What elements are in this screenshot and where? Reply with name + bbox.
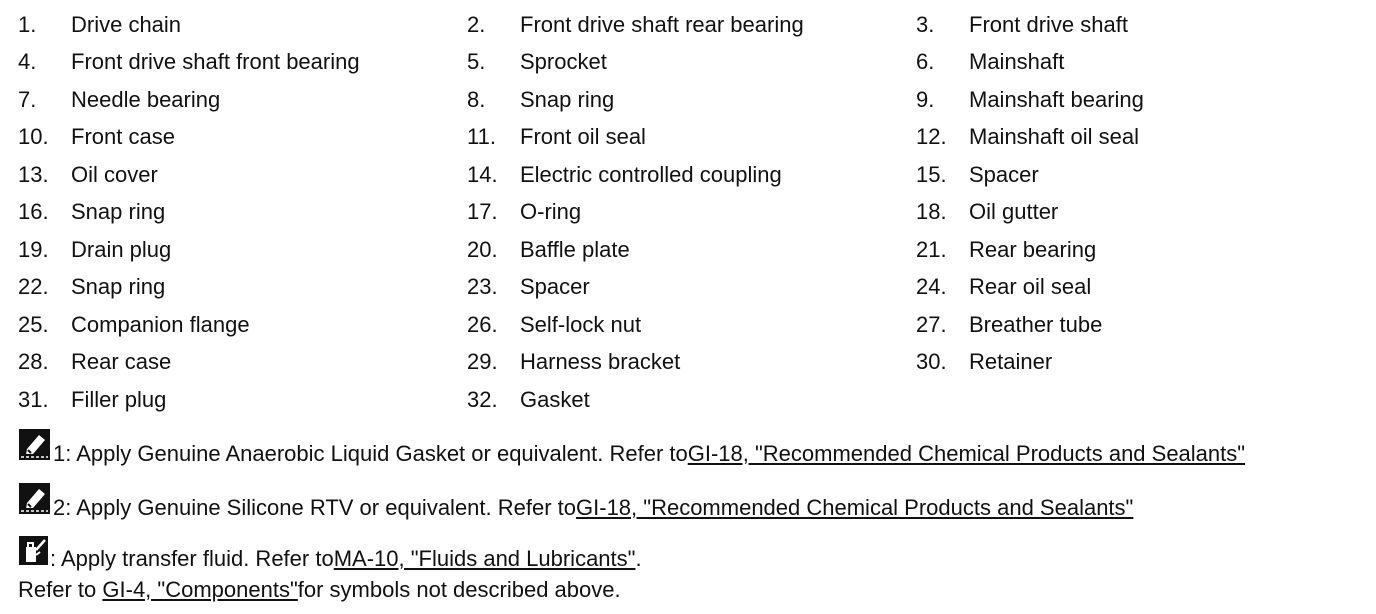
part-number: 31. (18, 386, 49, 412)
part-number: 26. (467, 311, 498, 337)
part-item (18, 269, 467, 307)
note-4-prefix: Refer to (18, 577, 97, 602)
part-name: Front drive shaft (969, 11, 1128, 37)
part-name: Baffle plate (520, 236, 630, 262)
part-number: 12. (916, 124, 947, 150)
part-name: Oil cover (71, 161, 158, 187)
liquid-gasket-icon (18, 482, 52, 521)
part-name: Oil gutter (969, 199, 1059, 225)
part-number: 27. (916, 311, 947, 337)
liquid-gasket-icon (18, 428, 52, 467)
part-item (18, 119, 467, 157)
part-item (18, 194, 467, 232)
part-item (467, 381, 916, 419)
part-number: 2. (467, 11, 486, 37)
part-name: Harness bracket (520, 349, 681, 375)
part-name: Snap ring (71, 274, 166, 300)
part-item (916, 156, 1356, 194)
part-item (916, 119, 1356, 157)
part-name: Front oil seal (520, 124, 646, 150)
part-name: Filler plug (71, 386, 167, 412)
oil-can-icon (18, 535, 49, 572)
note-symbols-reference (18, 577, 621, 603)
note-1-text: 1: Apply Genuine Anaerobic Liquid Gasket or equivalent. Refer to (53, 441, 688, 466)
part-item (467, 119, 916, 157)
part-name: Drive chain (71, 11, 182, 37)
part-name: Retainer (969, 349, 1053, 375)
note-liquid-gasket-2 (18, 482, 1133, 521)
part-number: 6. (916, 49, 935, 75)
part-item (916, 231, 1356, 269)
part-number: 30. (916, 349, 947, 375)
part-number: 19. (18, 236, 49, 262)
note-1-reference-link[interactable]: GI-18, "Recommended Chemical Products and Sealants" (687, 441, 1246, 466)
part-item (18, 306, 467, 344)
part-item (467, 306, 916, 344)
part-number: 22. (18, 274, 49, 300)
note-3-text: : Apply transfer fluid. Refer to (50, 546, 334, 571)
part-item (18, 381, 467, 419)
part-number: 18. (916, 199, 947, 225)
part-name: Front case (71, 124, 175, 150)
part-item (467, 156, 916, 194)
note-3-period: . (635, 546, 642, 571)
part-name: Needle bearing (71, 86, 221, 112)
part-number: 5. (467, 49, 486, 75)
part-name: Electric controlled coupling (520, 161, 782, 187)
part-name: Companion flange (71, 311, 250, 337)
part-item (916, 344, 1356, 382)
part-number: 9. (916, 86, 935, 112)
part-name: Self-lock nut (520, 311, 642, 337)
part-item (18, 231, 467, 269)
part-name: Rear case (71, 349, 172, 375)
part-number: 25. (18, 311, 49, 337)
part-item (916, 269, 1356, 307)
part-item (916, 194, 1356, 232)
part-name: Front drive shaft front bearing (71, 49, 360, 75)
part-item (18, 344, 467, 382)
note-2-reference-link[interactable]: GI-18, "Recommended Chemical Products and Sealants" (576, 495, 1134, 520)
note-transfer-fluid (18, 535, 642, 572)
note-liquid-gasket-1 (18, 428, 1245, 467)
part-item (18, 6, 467, 44)
part-item (467, 231, 916, 269)
part-number: 13. (18, 161, 49, 187)
part-number: 7. (18, 86, 37, 112)
part-name: Rear bearing (969, 236, 1097, 262)
part-item (467, 194, 916, 232)
note-2-text: 2: Apply Genuine Silicone RTV or equivalent. Refer to (53, 495, 577, 520)
part-name: Front drive shaft rear bearing (520, 11, 804, 37)
part-number: 16. (18, 199, 49, 225)
part-number: 20. (467, 236, 498, 262)
part-number: 1. (18, 11, 37, 37)
part-name: Gasket (520, 386, 590, 412)
part-name: Sprocket (520, 49, 607, 75)
part-name: Mainshaft bearing (969, 86, 1144, 112)
part-name: Breather tube (969, 311, 1103, 337)
part-item (18, 81, 467, 119)
part-name: Spacer (520, 274, 590, 300)
part-item (916, 81, 1356, 119)
part-item (18, 156, 467, 194)
part-number: 3. (916, 11, 935, 37)
part-number: 4. (18, 49, 37, 75)
part-number: 10. (18, 124, 49, 150)
part-number: 8. (467, 86, 486, 112)
part-number: 28. (18, 349, 49, 375)
part-item (467, 44, 916, 82)
part-number: 29. (467, 349, 498, 375)
part-item (916, 44, 1356, 82)
part-item (18, 44, 467, 82)
part-name: Snap ring (520, 86, 615, 112)
part-item (916, 6, 1356, 44)
part-item (916, 306, 1356, 344)
part-number: 11. (467, 124, 496, 150)
part-name: Drain plug (71, 236, 172, 262)
note-4-reference-link[interactable]: GI-4, "Components" (102, 577, 298, 602)
part-name: Rear oil seal (969, 274, 1092, 300)
part-item (467, 6, 916, 44)
part-number: 23. (467, 274, 498, 300)
part-number: 32. (467, 386, 498, 412)
note-3-reference-link[interactable]: MA-10, "Fluids and Lubricants" (333, 546, 636, 571)
part-item (467, 81, 916, 119)
part-name: Snap ring (71, 199, 166, 225)
parts-list (18, 6, 1356, 419)
note-4-suffix: for symbols not described above. (297, 577, 621, 602)
part-number: 15. (916, 161, 947, 187)
part-number: 21. (916, 236, 947, 262)
part-name: O-ring (520, 199, 582, 225)
part-name: Spacer (969, 161, 1039, 187)
part-name: Mainshaft (969, 49, 1065, 75)
part-number: 24. (916, 274, 947, 300)
part-name: Mainshaft oil seal (969, 124, 1139, 150)
part-number: 14. (467, 161, 498, 187)
part-number: 17. (467, 199, 498, 225)
part-item (467, 269, 916, 307)
part-item (467, 344, 916, 382)
